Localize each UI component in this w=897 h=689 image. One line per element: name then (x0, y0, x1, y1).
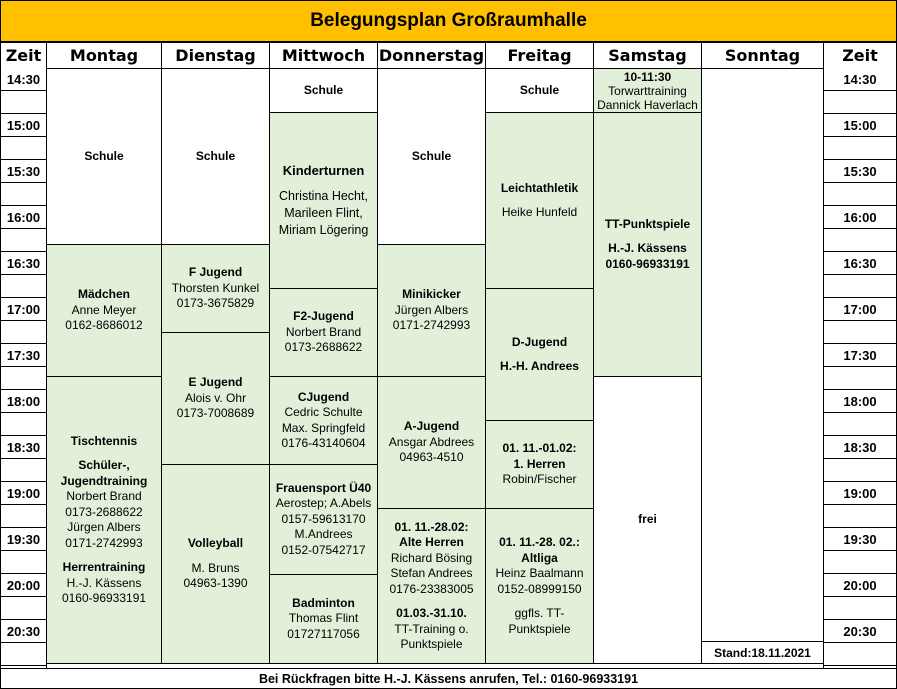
block-contact: Stefan Andrees (390, 566, 473, 580)
time-half-row (823, 643, 897, 666)
time-half-row (0, 643, 47, 666)
block-contact: Marileen Flint, (284, 206, 363, 220)
block-title: Leichtathletik (500, 180, 579, 195)
time-half-row (0, 459, 47, 482)
time-label: 14:30 (823, 68, 897, 91)
time-label: 17:00 (0, 298, 47, 321)
block-title: TT-Punktspiele (604, 216, 691, 231)
block-title: 1. Herren (513, 456, 566, 471)
time-half-row (823, 367, 897, 390)
time-label: 18:00 (823, 390, 897, 413)
time-half-row (823, 91, 897, 114)
mittwoch-c-jugend (269, 376, 378, 465)
dienstag-volleyball (161, 464, 270, 664)
time-label: 18:30 (823, 436, 897, 459)
time-half-row (823, 413, 897, 436)
donnerstag-minikicker (377, 244, 486, 377)
time-half-row (0, 183, 47, 206)
block-phone: 04963-1390 (183, 576, 248, 591)
time-half-row (0, 91, 47, 114)
time-label: 17:30 (0, 344, 47, 367)
block-contact: Ansgar Abdrees (388, 434, 475, 449)
time-half-row (823, 505, 897, 528)
time-label: 17:30 (823, 344, 897, 367)
block-phone: 0173-2688622 (65, 504, 143, 519)
time-half-row (0, 275, 47, 298)
block-contact: H.-H. Andrees (500, 359, 579, 373)
block-contact: Heike Hunfeld (501, 205, 578, 219)
time-half-row (823, 597, 897, 620)
block-title: Kinderturnen (282, 163, 365, 178)
block-phone: 0173-2688622 (284, 340, 363, 355)
time-label: 18:30 (0, 436, 47, 459)
block-phone: 0152-08999150 (497, 581, 582, 596)
time-half-row (0, 597, 47, 620)
time-label: 20:00 (0, 574, 47, 597)
block-title: Volleyball (187, 536, 244, 551)
header-sonntag: Sonntag (701, 42, 824, 69)
time-column-right (823, 68, 897, 689)
block-title: Schule (195, 148, 236, 163)
block-title: Torwarttraining (608, 83, 687, 98)
montag-schule (46, 68, 162, 245)
time-label: 20:30 (0, 620, 47, 643)
block-phone: 0171-2742993 (65, 535, 143, 550)
block-contact: Jürgen Albers (67, 520, 141, 534)
block-title: Mädchen (77, 287, 130, 302)
time-label: 19:00 (0, 482, 47, 505)
header-dienstag: Dienstag (161, 42, 270, 69)
header-freitag: Freitag (485, 42, 594, 69)
freitag-leichtathletik (485, 112, 594, 289)
block-contact: Aerostep; A.Abels (275, 496, 372, 511)
header-montag: Montag (46, 42, 162, 69)
block-contact: H.-J. Kässens (608, 241, 687, 256)
block-phone: 0160-96933191 (61, 591, 147, 605)
block-title: F2-Jugend (293, 309, 354, 324)
block-subtitle: Herrentraining (62, 560, 146, 574)
block-phone: 0173-3675829 (176, 296, 255, 311)
freitag-altliga (485, 508, 594, 664)
block-title: A-Jugend (403, 419, 460, 434)
block-title: Schule (84, 148, 124, 163)
block-contact: Christina Hecht, (279, 189, 368, 203)
block-contact: Thomas Flint (288, 611, 359, 626)
block-contact: Dannick Haverlach (597, 97, 698, 112)
block-phone: 0176-23383005 (389, 581, 474, 596)
freitag-schule (485, 68, 594, 113)
time-label: 15:30 (0, 160, 47, 183)
donnerstag-alte-herren (377, 508, 486, 664)
block-contact: Jürgen Albers (394, 302, 469, 317)
block-contact: Richard Bösing (390, 550, 473, 565)
time-half-row (823, 229, 897, 252)
mittwoch-schule (269, 68, 378, 113)
block-phone: 01727117056 (287, 626, 360, 641)
block-title: Tischtennis (70, 433, 138, 448)
block-subtitle: Jugendtraining (60, 473, 148, 488)
mittwoch-frauensport (269, 464, 378, 575)
dienstag-f-jugend (161, 244, 270, 333)
time-label: 16:30 (0, 252, 47, 275)
block-date: 01. 11.-28. 02.: (499, 535, 580, 549)
block-subtitle: Schüler-, (78, 458, 130, 472)
time-half-row (0, 505, 47, 528)
time-label: 15:00 (823, 114, 897, 137)
time-label: 19:30 (0, 528, 47, 551)
block-contact: M.Andrees (294, 527, 353, 542)
block-title: Frauensport Ü40 (275, 480, 372, 495)
time-label: 16:00 (0, 206, 47, 229)
block-title: F Jugend (188, 265, 243, 280)
block-phone: 0157-59613170 (281, 511, 366, 526)
block-title: Schule (411, 148, 452, 163)
block-note: ggfls. TT- (514, 606, 565, 620)
block-contact: Alois v. Ohr (184, 390, 247, 405)
time-column-left (0, 68, 47, 689)
samstag-frei (593, 376, 702, 664)
block-contact: Cedric Schulte (284, 405, 363, 419)
header-zeit: Zeit (0, 42, 47, 69)
block-contact: Max. Springfeld (281, 420, 366, 435)
block-note: TT-Training o. (394, 621, 469, 636)
time-half-row (823, 459, 897, 482)
time-label: 19:30 (823, 528, 897, 551)
montag-maedchen (46, 244, 162, 377)
block-phone: 0160-96933191 (605, 256, 690, 271)
freitag-d-jugend (485, 288, 594, 421)
time-half-row (0, 137, 47, 160)
dienstag-e-jugend (161, 332, 270, 465)
block-title: Alte Herren (399, 535, 464, 549)
header-zeit-right: Zeit (823, 42, 897, 69)
donnerstag-schule (377, 68, 486, 245)
block-contact: Miriam Lögering (278, 223, 369, 237)
time-half-row (823, 551, 897, 574)
time-half-row (823, 275, 897, 298)
time-half-row (0, 551, 47, 574)
samstag-tt-punktspiele (593, 112, 702, 377)
block-contact: Norbert Brand (66, 489, 142, 503)
time-label: 15:30 (823, 160, 897, 183)
time-label: 16:30 (823, 252, 897, 275)
block-note: Punktspiele (400, 637, 463, 651)
block-title: Altliga (521, 550, 558, 565)
block-contact: Heinz Baalmann (495, 566, 584, 580)
mittwoch-badminton (269, 574, 378, 664)
time-half-row (0, 321, 47, 344)
stand-date: Stand:18.11.2021 (701, 641, 824, 664)
mittwoch-f2-jugend (269, 288, 378, 377)
block-title: Schule (303, 82, 344, 97)
block-date: 01. 11.-28.02: (394, 519, 469, 534)
block-contact: Robin/Fischer (502, 472, 577, 487)
block-phone: 0173-7008689 (176, 406, 255, 421)
block-phone: 0152-07542717 (281, 542, 366, 557)
block-title: E Jugend (188, 375, 243, 390)
freitag-1-herren (485, 420, 594, 509)
block-contact: Norbert Brand (285, 324, 362, 339)
time-label: 20:00 (823, 574, 897, 597)
block-date: 01.03.-31.10. (396, 606, 467, 620)
block-phone: 04963-4510 (399, 450, 464, 465)
footer-note: Bei Rückfragen bitte H.-J. Kässens anrufen, Tel.: 0160-96933191 (0, 668, 897, 689)
time-label: 17:00 (823, 298, 897, 321)
block-contact: H.-J. Kässens (66, 575, 142, 590)
block-contact: M. Bruns (191, 560, 240, 575)
sonntag-empty (701, 68, 824, 642)
time-half-row (0, 229, 47, 252)
block-title: Minikicker (402, 287, 461, 302)
time-half-row (0, 413, 47, 436)
header-donnerstag: Donnerstag (377, 42, 486, 69)
block-title: D-Jugend (511, 334, 568, 349)
time-label: 20:30 (823, 620, 897, 643)
block-title: Schule (519, 82, 560, 97)
time-half-row (823, 137, 897, 160)
dienstag-schule (161, 68, 270, 245)
time-label: 15:00 (0, 114, 47, 137)
header-samstag: Samstag (593, 42, 702, 69)
time-half-row (0, 367, 47, 390)
time-half-row (823, 321, 897, 344)
time-label: 14:30 (0, 68, 47, 91)
block-title: frei (638, 512, 657, 527)
header-mittwoch: Mittwoch (269, 42, 378, 69)
time-half-row (823, 183, 897, 206)
donnerstag-a-jugend (377, 376, 486, 509)
block-phone: 0171-2742993 (392, 318, 471, 333)
block-title: CJugend (297, 389, 350, 404)
mittwoch-kinderturnen (269, 112, 378, 289)
block-date: 01. 11.-01.02: (502, 441, 577, 456)
samstag-torwarttraining (593, 68, 702, 113)
block-contact: Thorsten Kunkel (171, 280, 260, 295)
montag-tischtennis (46, 376, 162, 664)
time-label: 18:00 (0, 390, 47, 413)
sheet-title: Belegungsplan Großraumhalle (0, 0, 897, 42)
block-phone: 0162-8686012 (65, 318, 143, 333)
time-label: 19:00 (823, 482, 897, 505)
block-title: Badminton (292, 595, 355, 610)
block-note: Punktspiele (508, 621, 571, 636)
block-phone: 0176-43140604 (281, 436, 366, 450)
block-contact: Anne Meyer (71, 302, 137, 317)
block-time: 10-11:30 (623, 69, 672, 84)
time-label: 16:00 (823, 206, 897, 229)
